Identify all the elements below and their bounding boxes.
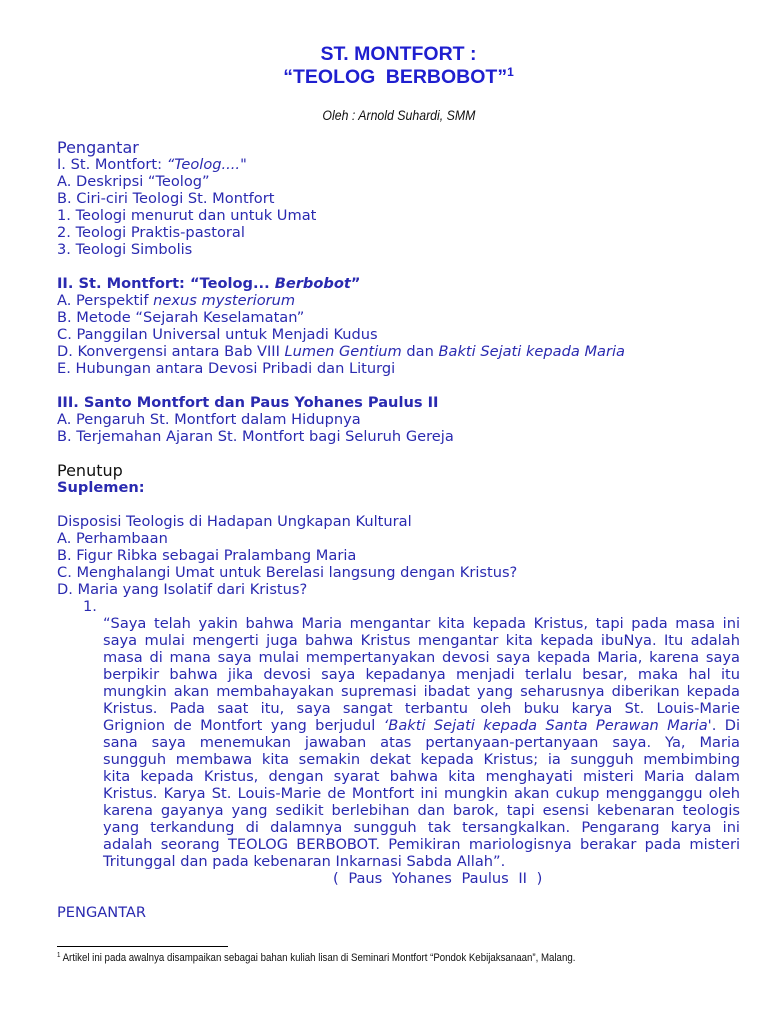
outline-item: B. Ciri-ciri Teologi St. Montfort <box>57 190 275 207</box>
outline-item: 3. Teologi Simbolis <box>57 241 193 258</box>
item-italic-text: nexus mysteriorum <box>153 292 296 309</box>
author-text: Oleh : Arnold Suhardi, SMM <box>322 107 475 123</box>
supplement-heading: Suplemen: <box>57 479 145 496</box>
quote-line: masa di mana saya mulai mempertanyakan devosi saya kepada Maria, karena saya <box>103 649 740 666</box>
outline-item: A. Perhambaan <box>57 530 168 547</box>
list-number: 1. <box>83 598 97 615</box>
quote-line: berpikir bahwa jika devosi saya kepadanya menjadi terlalu besar, maka hal itu <box>103 666 740 683</box>
papal-quote <box>103 615 740 870</box>
quote-line: sungguh membawa kita semakin dekat kepada Kristus; ia sungguh membimbing <box>103 751 740 768</box>
item-italic-text: Bakti Sejati kepada Maria <box>438 343 625 360</box>
outline-item: 1. Teologi menurut dan untuk Umat <box>57 207 317 224</box>
item-text: D. Konvergensi antara Bab VIII <box>57 343 285 360</box>
outline-item: A. Pengaruh St. Montfort dalam Hidupnya <box>57 411 361 428</box>
item-text: A. Perspektif <box>57 292 154 309</box>
next-section-heading: PENGANTAR <box>57 904 147 921</box>
title-line-2 <box>57 66 740 89</box>
quote-line: kita kepada Kristus, dengan syarat bahwa kita menghayati misteri Maria dalam <box>103 768 740 785</box>
outline-item <box>57 343 740 360</box>
outline-item: D. Maria yang Isolatif dari Kristus? <box>57 581 308 598</box>
quote-line: Kristus. Karya St. Louis-Marie de Montfort ini mungkin akan cukup mengganggu oleh <box>103 785 740 802</box>
outline-item: A. Deskripsi “Teolog” <box>57 173 210 190</box>
author-byline <box>57 106 740 124</box>
quote-attribution: ( Paus Yohanes Paulus II ) <box>333 870 543 887</box>
quote-text: Grignion de Montfort yang berjudul <box>103 717 384 734</box>
title-line-2-text: “TEOLOG BERBOBOT” <box>283 66 508 88</box>
section-heading-3: III. Santo Montfort dan Paus Yohanes Paulus II <box>57 394 439 411</box>
heading-text: ” <box>350 275 361 292</box>
title-line-1: ST. MONTFORT : <box>320 43 477 65</box>
outline-item: E. Hubungan antara Devosi Pribadi dan Liturgi <box>57 360 396 377</box>
section-heading-2 <box>57 275 740 292</box>
footnote-reference: 1 <box>507 65 514 79</box>
quote-line: “Saya telah yakin bahwa Maria mengantar kita kepada Kristus, tapi pada masa ini <box>103 615 740 632</box>
quote-line <box>103 717 740 734</box>
outline-item <box>57 292 740 309</box>
quote-line: yang terkandung di dalamnya sungguh tak tersangkalkan. Pengarang karya ini <box>103 819 740 836</box>
closing-heading: Penutup <box>57 461 123 480</box>
intro-heading: Pengantar <box>57 138 139 157</box>
heading-italic-text: Berbobot <box>274 275 351 292</box>
footnote-mark: 1 <box>57 952 61 959</box>
supplement-title: Disposisi Teologis di Hadapan Ungkapan Kultural <box>57 513 412 530</box>
outline-item: B. Figur Ribka sebagai Pralambang Maria <box>57 547 357 564</box>
quote-line: adalah seorang TEOLOG BERBOBOT. Pemikiran mariologisnya berakar pada misteri <box>103 836 740 853</box>
outline-item: C. Menghalangi Umat untuk Berelasi langsung dengan Kristus? <box>57 564 518 581</box>
quote-line: Kristus. Pada saat itu, saya sangat terbantu oleh buku karya St. Louis-Marie <box>103 700 740 717</box>
heading-text: II. St. Montfort: “Teolog... <box>57 275 275 292</box>
footnote <box>57 951 575 965</box>
heading-text: I. St. Montfort: <box>57 156 167 173</box>
section-heading-1 <box>57 156 740 173</box>
document-body <box>57 139 740 921</box>
outline-item: C. Panggilan Universal untuk Menjadi Kudus <box>57 326 378 343</box>
quote-line: karena gayanya yang sedikit berlebihan dan barok, tapi esensi kebenaran teologis <box>103 802 740 819</box>
footnote-text: Artikel ini pada awalnya disampaikan sebagai bahan kuliah lisan di Seminari Montfort “Pondok Kebijaksanaan”, Malang. <box>62 952 576 964</box>
outline-item: B. Terjemahan Ajaran St. Montfort bagi Seluruh Gereja <box>57 428 454 445</box>
heading-italic-text: “Teolog...." <box>166 156 247 173</box>
item-italic-text: Lumen Gentium <box>284 343 402 360</box>
outline-item: 2. Teologi Praktis-pastoral <box>57 224 245 241</box>
quote-line: Tritunggal dan pada kebenaran Inkarnasi Sabda Allah”. <box>103 853 506 870</box>
item-text: dan <box>401 343 439 360</box>
quote-line: saya mulai mengerti juga bahwa Kristus mengantar kita kepada ibuNya. Itu adalah <box>103 632 740 649</box>
outline-item: B. Metode “Sejarah Keselamatan” <box>57 309 305 326</box>
quote-line: mungkin akan membahayakan supremasi ibadat yang seharusnya diberikan kepada <box>103 683 740 700</box>
quote-text: . Di <box>711 717 740 734</box>
quote-line: sana saya menemukan jawaban atas pertanyaan-pertanyaan saya. Ya, Maria <box>103 734 740 751</box>
book-title-italic: ‘Bakti Sejati kepada Santa Perawan Maria' <box>383 717 712 734</box>
document-title <box>57 43 740 89</box>
footnote-separator <box>57 946 228 947</box>
